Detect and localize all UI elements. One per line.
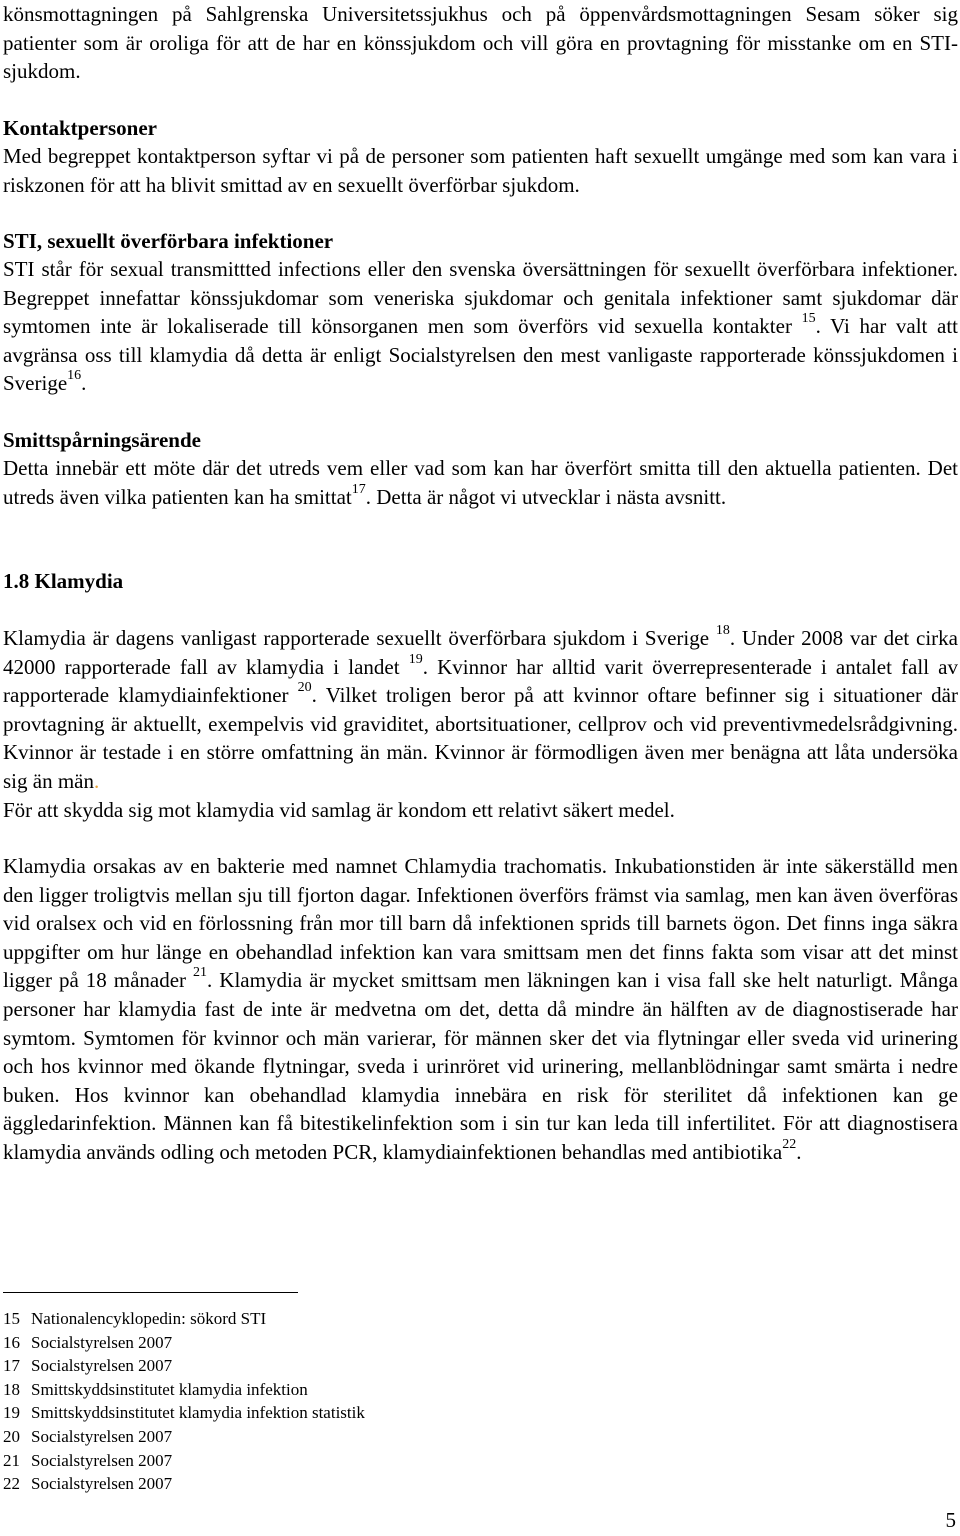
- klamydia-p1-text-1: Klamydia är dagens vanligast rapporterade sexuellt överförbara sjukdom i Sverige: [3, 626, 716, 650]
- klamydia-p1-text-4: . Vilket troligen beror på att kvinnor oftare befinner sig i situationer där provtagning är aktuellt, exempelvis vid graviditet, abortsituationer, cellprov och vid preventivmedelsrådgivning. Kvinnor är testade i en större omfattning än män. Kvinnor är förmodligen även mer benägna att låta undersöka sig än män: [3, 683, 958, 793]
- kontaktpersoner-heading: Kontaktpersoner: [3, 116, 157, 140]
- footnote-number: 15: [3, 1309, 20, 1328]
- footnote-text: Socialstyrelsen 2007: [31, 1332, 173, 1352]
- footnote-separator: [3, 1292, 298, 1293]
- document-page: [3, 0, 958, 1536]
- sti-text-1: STI står för sexual transmittted infections eller den svenska översättningen för sexuellt överförbara infektioner. Begreppet innefattar könssjukdomar som veneriska sjukdomar och genitala infektioner samt sjukdomar där symtomen inte är lokaliserade till könsorganen men som överförs vid sexuella kontakter: [3, 257, 958, 339]
- footnote-ref-19: 19: [408, 651, 423, 667]
- klamydia-p2-text-1: Klamydia orsakas av en bakterie med namnet Chlamydia trachomatis. Inkubationstiden är inte säkerställd men den ligger troligtvis mellan sju till fjorton dagar. Infektionen överförs främst via samlag, men kan även överföras vid oralsex och vid en förlossning från mor till barn då infektionen sprids till barnets ögon. Det finns inga säkra uppgifter om hur länge en obehandlad infektion kan vara smittsam men det finns fakta som visar att det minst ligger på 18 månader: [3, 854, 958, 993]
- intro-paragraph: könsmottagningen på Sahlgrenska Universitetssjukhus och på öppenvårdsmottagningen Sesam söker sig patienter som är oroliga för att de har en könssjukdom och vill göra en provtagning för misstanke om en STI-sjukdom.: [3, 2, 958, 84]
- sti-paragraph: [3, 255, 958, 398]
- klamydia-paragraph-2: [3, 852, 958, 1167]
- footnote-number: 20: [3, 1426, 20, 1446]
- footnote-text: Socialstyrelsen 2007: [31, 1450, 173, 1470]
- footnote-item: [3, 1401, 703, 1425]
- kontaktpersoner-paragraph: Med begreppet kontaktperson syftar vi på de personer som patienten haft sexuellt umgänge med som kan vara i riskzonen för att ha blivit smittad av en sexuellt överförbar sjukdom.: [3, 144, 958, 197]
- footnote-text: Socialstyrelsen 2007: [31, 1474, 173, 1494]
- highlighted-period: .: [93, 768, 100, 793]
- footnote-item: [3, 1354, 703, 1378]
- klamydia-p2-text-2: . Klamydia är mycket smittsam men läkningen kan i visa fall ske helt naturligt. Många personer har klamydia fast de inte är medvetna om det, detta då mindre än hälften av de diagnostiserade har symtom. Symtomen för kvinnor och män varierar, för männen sker det via flytningar eller sveda vid urinering och hos kvinnor med ökande flytningar, sveda i urinröret vid urinering, mellanblödningar samt smärta i nedre buken. Hos kvinnor kan obehandlad klamydia innebära en risk för sterilitet då infektionen kan ge äggledarinfektion. Männen kan få bitestikelinfektion som i sin tur kan leda till infertilitet. För att diagnostisera klamydia används odling och metoden PCR, klamydiainfektionen behandlas med antibiotika: [3, 968, 959, 1164]
- footnote-number: 16: [3, 1332, 20, 1352]
- footnote-text: Nationalencyklopedin: sökord STI: [31, 1309, 267, 1328]
- klamydia-section-heading: 1.8 Klamydia: [3, 569, 124, 593]
- smittsparning-paragraph: [3, 454, 958, 511]
- sti-heading: STI, sexuellt överförbara infektioner: [3, 229, 334, 253]
- footnote-number: 22: [3, 1474, 20, 1494]
- footnote-ref-15: 15: [801, 311, 816, 327]
- smitt-text-2: . Detta är något vi utvecklar i nästa avsnitt.: [365, 484, 727, 509]
- footnote-ref-21: 21: [193, 965, 208, 981]
- footnote-ref-17: 17: [351, 481, 366, 497]
- footnote-item: [3, 1378, 703, 1402]
- klamydia-p1-text-3: . Kvinnor har alltid varit överrepresenterade i antalet fall av rapporterade klamydiainfektioner: [3, 654, 958, 708]
- footnote-number: 21: [3, 1450, 20, 1470]
- smitt-text-1: Detta innebär ett möte där det utreds vem eller vad som kan har överfört smitta till den aktuella patienten. Det utreds även vilka patienten kan ha smittat: [3, 456, 958, 509]
- klamydia-p1-text-2: . Under 2008 var det cirka 42000 rapporterade fall av klamydia i landet: [3, 626, 958, 679]
- klamydia-paragraph-1: [3, 624, 958, 824]
- footnote-text: Socialstyrelsen 2007: [31, 1426, 173, 1446]
- footnote-item: [3, 1425, 703, 1449]
- sti-text-3: .: [81, 371, 87, 396]
- footnote-text: Smittskyddsinstitutet klamydia infektion statistik: [31, 1403, 365, 1423]
- footnote-item: [3, 1307, 703, 1331]
- footnote-number: 19: [3, 1403, 20, 1423]
- sti-text-2: . Vi har valt att avgränsa oss till klamydia då detta är enligt Socialstyrelsen den mest vanligaste rapporterade könssjukdomen i Sverige: [3, 314, 958, 396]
- page-number: 5: [945, 1508, 956, 1532]
- footnote-text: Smittskyddsinstitutet klamydia infektion: [31, 1379, 308, 1399]
- klamydia-p2-text-3: .: [796, 1139, 802, 1164]
- footnote-ref-18: 18: [715, 623, 730, 638]
- footnote-item: [3, 1472, 703, 1496]
- footnote-ref-22: 22: [782, 1136, 797, 1152]
- footnote-number: 18: [3, 1379, 20, 1399]
- footnote-list: [3, 1307, 703, 1496]
- footnote-item: [3, 1331, 703, 1355]
- footnote-text: Socialstyrelsen 2007: [31, 1356, 173, 1376]
- footnote-ref-16: 16: [67, 368, 82, 384]
- footnote-number: 17: [3, 1356, 20, 1376]
- footnote-item: [3, 1449, 703, 1473]
- footnote-ref-20: 20: [297, 680, 312, 696]
- smittsparning-heading: Smittspårningsärende: [3, 428, 201, 452]
- klamydia-p1-text-5: För att skydda sig mot klamydia vid samlag är kondom ett relativt säkert medel.: [3, 797, 675, 822]
